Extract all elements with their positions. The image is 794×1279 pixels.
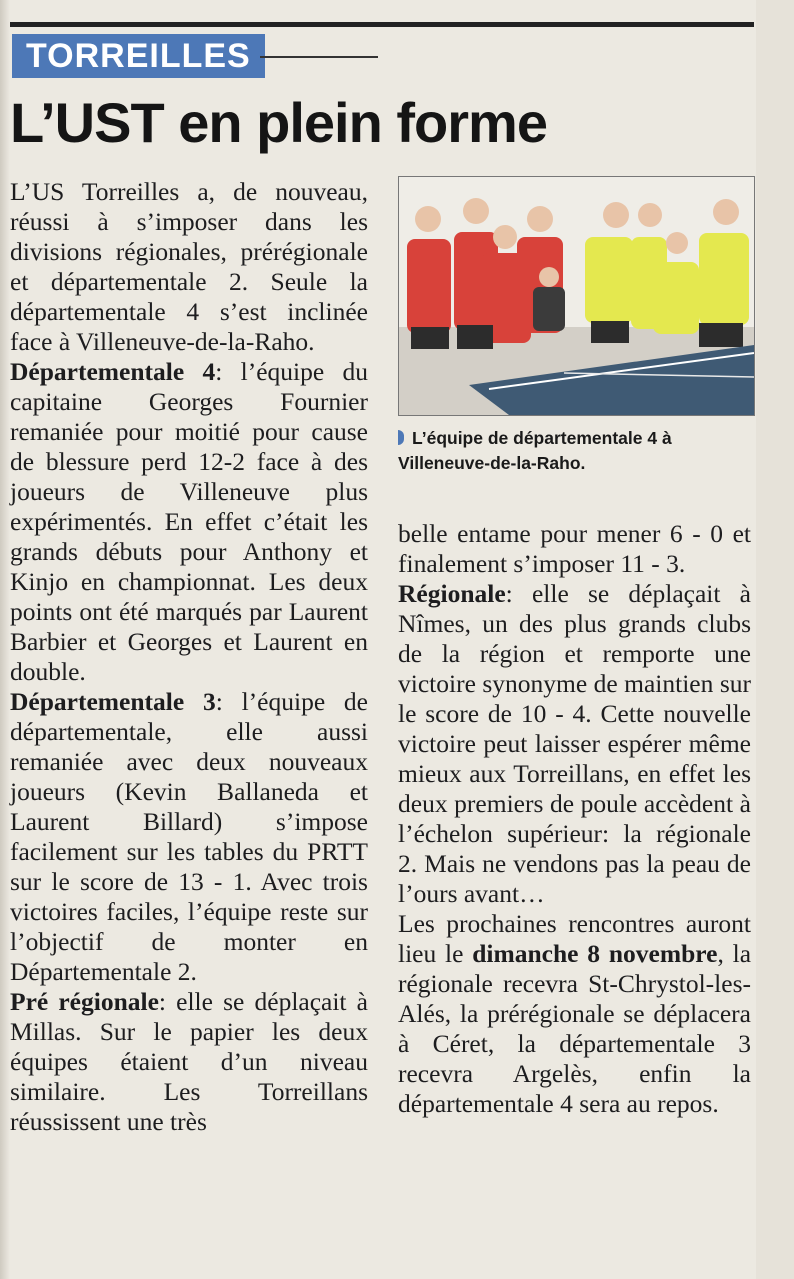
team-photo-icon [399,177,754,415]
article-column-left [10,177,368,1137]
text-regionale: : elle se déplaçait à Nîmes, un des plus grands clubs de la région et remporte une victoire synonyme de maintien sur le score de 10 - 4. Cette nouvelle victoire peut laisser espérer même mieux aux Torreillans, en effet les deux premiers de poule accèdent à l’échelon supérieur: la régionale 2. Mais ne vendons pas la peau de l’ours avant… [398,579,751,908]
next-matches-date: dimanche 8 novembre [472,939,718,968]
next-matches-details: , la régionale recevra St-Chrystol-les-Alés, la prérégionale se déplacera à Céret, la départementale 3 recevra Argelès, enfin la départementale 4 sera au repos. [398,939,752,1118]
paragraph-next-matches [398,909,751,1119]
article-column-right [398,519,751,1119]
text-departementale-3: : l’équipe de départementale, elle aussi remaniée avec deux nouveaux joueurs (Kevin Ballaneda et Laurent Billard) s’impose facilement sur les tables du PRTT sur le score de 13 - 1. Avec trois victoires faciles, l’équipe reste sur l’objectif de monter en Départementale 2. [10,687,368,986]
caption-text: L’équipe de départementale 4 à Villeneuve-de-la-Raho. [398,428,672,473]
paragraph-pre-regionale-continued: belle entame pour mener 6 - 0 et finalement s’imposer 11 - 3. [398,519,751,578]
paper-edge [0,0,10,1279]
text-pre-regionale: : elle se déplaçait à Millas. Sur le papier les deux équipes étaient d’un niveau similaire. Les Torreillans réussissent une très [10,987,368,1136]
next-matches-intro: Les prochaines rencontres auront lieu le [398,909,751,968]
paragraph-departementale-3 [10,687,368,987]
top-rule [10,22,754,27]
section-tag: TORREILLES [12,34,265,78]
label-departementale-3: Départementale 3 [10,687,216,716]
label-regionale: Régionale [398,579,506,608]
article-intro: L’US Torreilles a, de nouveau, réussi à s’imposer dans les divisions régionales, prérégionale et départementale 2. Seule la départementale 4 s’est inclinée face à Villeneuve-de-la-Raho. [10,177,368,356]
label-pre-regionale: Pré régionale [10,987,159,1016]
paragraph-regionale [398,579,751,909]
label-departementale-4: Départementale 4 [10,357,216,386]
paragraph-departementale-4 [10,357,368,687]
headline: L’UST en plein forme [10,91,547,154]
paragraph-pre-regionale [10,987,368,1137]
caption-marker-icon [398,430,404,445]
tag-rule [260,56,378,58]
adjacent-page-bleed [756,0,794,1279]
text-departementale-4: : l’équipe du capitaine Georges Fournier remaniée pour moitié pour cause de blessure perd 12-2 face à des joueurs de Villeneuve plus expérimentés. En effet c’était les grands débuts pour Anthony et Kinjo en championnat. Les deux points ont été marqués par Laurent Barbier et Georges et Laurent en double. [10,357,368,686]
team-photo [398,176,755,416]
photo-caption [398,426,754,476]
